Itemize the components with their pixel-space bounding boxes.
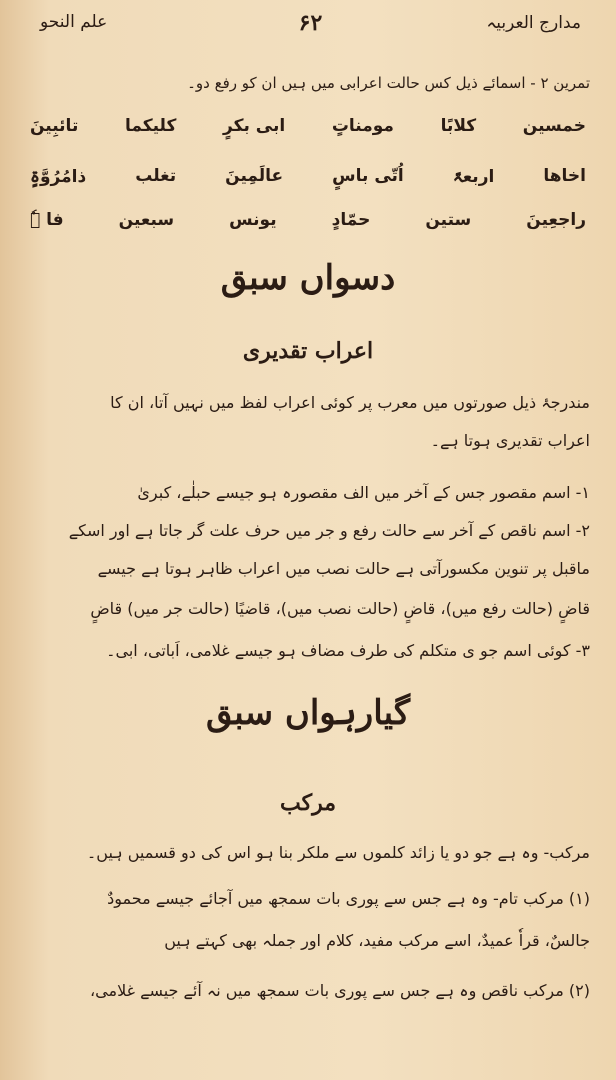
list-item: ۱- اسم مقصور جس کے آخر میں الف مقصورہ ہو جیسے حبلٰے، کبریٰ xyxy=(137,483,590,502)
word: سبعین xyxy=(118,210,175,230)
exercise-row-2 xyxy=(30,166,586,187)
exercise-row-1 xyxy=(30,116,586,136)
word: ذامُرُوَّۃٍ xyxy=(30,167,87,187)
page-header xyxy=(40,10,581,40)
word: فا ہٗ xyxy=(30,210,64,230)
list-item: ماقبل پر تنوین مکسورآتی ہے حالت نصب میں اعراب ظاہر ہوتا ہے جیسے xyxy=(97,559,590,578)
book-title: مدارج العربیہ xyxy=(486,13,581,33)
word: کلیکما xyxy=(124,116,177,136)
paragraph-line: جالسٌ، قراٗ عمیدٌ، اسے مرکب مفید، کلام اور جملہ بھی کہتے ہیں xyxy=(164,931,590,950)
exercise-row-3 xyxy=(30,210,586,230)
word: عالَمِینَ xyxy=(225,166,284,186)
lesson-11-title: گیارہواں سبق xyxy=(205,693,411,733)
word: کلابًا xyxy=(440,116,477,136)
list-item: ۳- کوئی اسم جو ی متکلم کی طرف مضاف ہو جیسے غلامی، اَباتی، ابی۔ xyxy=(106,641,590,660)
word: تائبِینَ xyxy=(30,116,79,136)
paragraph-line: (۱) مرکب تام- وہ ہے جس سے پوری بات سمجھ میں آجائے جیسے محمودٌ xyxy=(107,889,590,908)
page-number: ۶۲ xyxy=(298,10,323,36)
list-item: قاضٍ (حالت رفع میں)، قاضٍ (حالت نصب میں)، قاضیًا (حالت جر میں) قاضٍ xyxy=(90,599,590,618)
paragraph-line: (۲) مرکب ناقص وہ ہے جس سے پوری بات سمجھ میں نہ آئے جیسے غلامی، xyxy=(90,981,590,1000)
list-item: ۲- اسم ناقص کے آخر سے حالت رفع و جر میں حرف علت گر جاتا ہے اور اسکے xyxy=(68,521,590,540)
paragraph-line: اعراب تقدیری ہوتا ہے۔ xyxy=(430,431,590,450)
lesson-11-subtitle: مرکب xyxy=(280,790,336,816)
word: مومناتٍ xyxy=(331,116,394,136)
word: اُتّی باسٍ xyxy=(332,166,404,186)
word: اربعۃً xyxy=(452,167,495,187)
word: ابی بکرٍ xyxy=(223,116,286,136)
word: خمسین xyxy=(522,116,586,136)
word: یونس xyxy=(229,210,277,230)
word: اخاھا xyxy=(543,166,586,186)
lesson-10-title: دسواں سبق xyxy=(220,258,396,298)
word: تغلب xyxy=(135,166,177,186)
paragraph-line: مندرجۂ ذیل صورتوں میں معرب پر کوئی اعراب لفظ میں نہیں آتا، ان کا xyxy=(110,393,590,412)
exercise-instruction: تمرین ۲ - اسمائے ذیل کس حالت اعرابی میں ہیں ان کو رفع دو۔ xyxy=(187,74,590,92)
section-title: علم النحو xyxy=(40,12,108,32)
lesson-10-subtitle: اعراب تقدیری xyxy=(242,338,374,364)
word: ستین xyxy=(425,210,472,230)
word: حمّادٍ xyxy=(331,210,371,230)
paragraph-line: مرکب- وہ ہے جو دو یا زائد کلموں سے ملکر بنا ہو اس کی دو قسمیں ہیں۔ xyxy=(86,843,590,862)
word: راجعِینَ xyxy=(526,210,586,230)
